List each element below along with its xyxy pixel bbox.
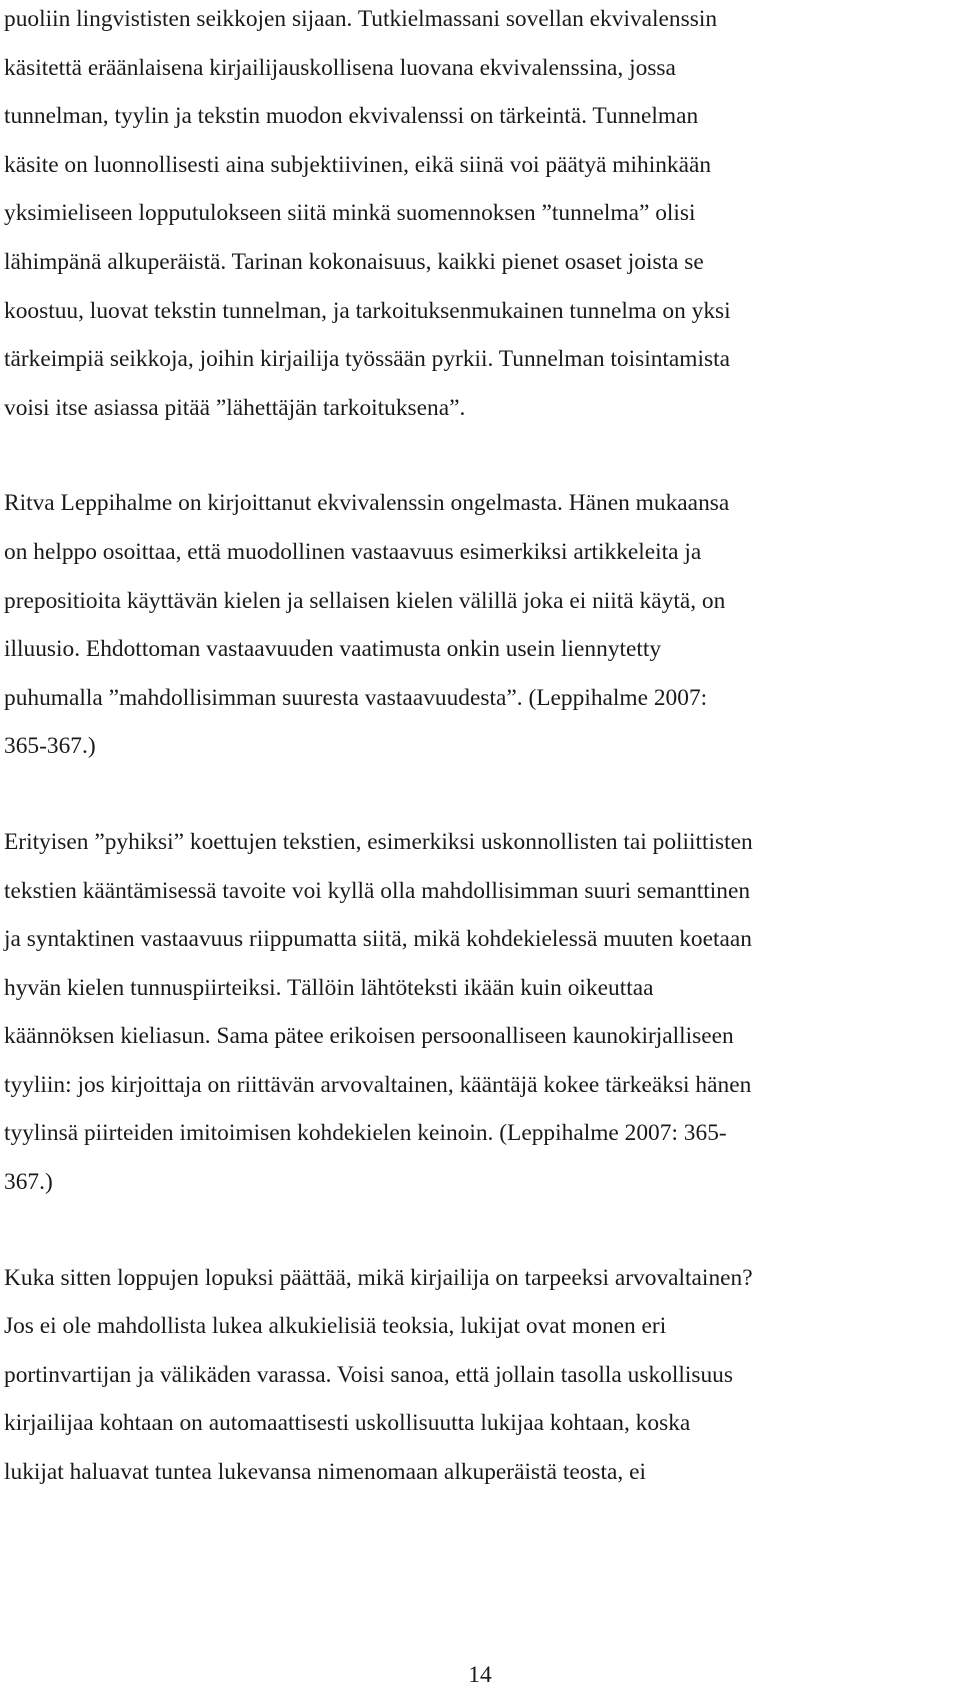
text-line: 365-367.) [4,733,96,760]
text-line: Ritva Leppihalme on kirjoittanut ekvivalenssin ongelmasta. Hänen mukaansa [4,490,730,517]
text-line: Kuka sitten loppujen lopuksi päättää, mikä kirjailija on tarpeeksi arvovaltainen? [4,1264,753,1291]
text-line: portinvartijan ja välikäden varassa. Voisi sanoa, että jollain tasolla uskollisuus [4,1361,733,1388]
text-line: käsite on luonnollisesti aina subjektiivinen, eikä siinä voi päätyä mihinkään [4,151,712,178]
paragraph-spacer [4,771,956,818]
text-line: puoliin lingvististen seikkojen sijaan. Tutkielmassani sovellan ekvivalenssin [4,6,718,32]
text-line: ja syntaktinen vastaavuus riippumatta siitä, mikä kohdekielessä muuten koetaan [4,926,753,953]
text-line: kirjailijaa kohtaan on automaattisesti uskollisuutta lukijaa kohtaan, koska [4,1410,691,1437]
text-line: käännöksen kieliasun. Sama pätee erikoisen persoonalliseen kaunokirjalliseen [4,1023,734,1050]
paragraph-1 [4,0,956,432]
text-line: yksimieliseen lopputulokseen siitä minkä suomennoksen ”tunnelma” olisi [4,200,696,227]
text-line: voisi itse asiassa pitää ”lähettäjän tarkoituksena”. [4,394,466,421]
text-line: Erityisen ”pyhiksi” koettujen tekstien, esimerkiksi uskonnollisten tai poliittisten [4,828,753,855]
text-line: tekstien kääntämisessä tavoite voi kyllä olla mahdollisimman suuri semanttinen [4,877,751,904]
text-line: lähimpänä alkuperäistä. Tarinan kokonaisuus, kaikki pienet osaset joista se [4,248,704,275]
text-line: illuusio. Ehdottoman vastaavuuden vaatimusta onkin usein liennytetty [4,636,662,663]
text-line: 367.) [4,1169,53,1196]
text-line: tunnelman, tyylin ja tekstin muodon ekvivalenssi on tärkeintä. Tunnelman [4,103,699,130]
text-line: Jos ei ole mahdollista lukea alkukielisiä teoksia, lukijat ovat monen eri [4,1313,667,1340]
paragraph-spacer [4,432,956,479]
text-line: hyvän kielen tunnuspiirteiksi. Tällöin lähtöteksti ikään kuin oikeuttaa [4,974,654,1001]
text-line: on helppo osoittaa, että muodollinen vastaavuus esimerkiksi artikkeleita ja [4,538,702,565]
text-line: koostuu, luovat tekstin tunnelman, ja tarkoituksenmukainen tunnelma on yksi [4,297,731,324]
text-line: lukijat haluavat tuntea lukevansa nimenomaan alkuperäistä teosta, ei [4,1459,647,1486]
text-line: tärkeimpiä seikkoja, joihin kirjailija työssään pyrkii. Tunnelman toisintamista [4,346,731,373]
paragraph-2 [4,479,956,771]
text-line: puhumalla ”mahdollisimman suuresta vastaavuudesta”. (Leppihalme 2007: [4,684,708,711]
page-number: 14 [468,1662,492,1688]
text-line: tyyliin: jos kirjoittaja on riittävän arvovaltainen, kääntäjä kokee tärkeäksi hänen [4,1071,752,1098]
text-line: tyylinsä piirteiden imitoimisen kohdekielen keinoin. (Leppihalme 2007: 365- [4,1120,727,1147]
paragraph-spacer [4,1207,956,1254]
paragraph-4 [4,1254,956,1497]
paragraph-3 [4,818,956,1207]
document-body [4,0,956,1497]
text-line: käsitettä eräänlaisena kirjailijauskollisena luovana ekvivalenssina, jossa [4,54,676,81]
text-line: prepositioita käyttävän kielen ja sellaisen kielen välillä joka ei niitä käytä, on [4,587,726,614]
